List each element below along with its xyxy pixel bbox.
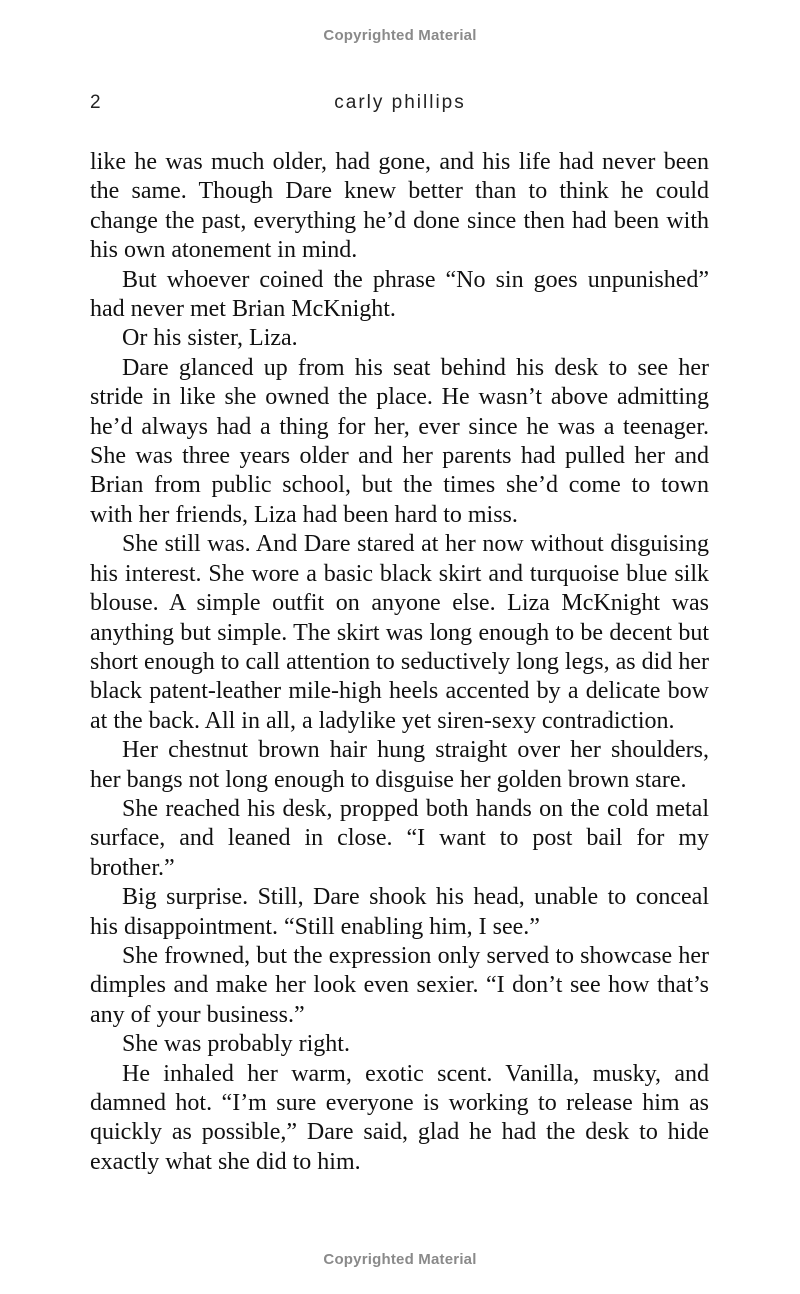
running-head xyxy=(90,92,710,120)
paragraph: She reached his desk, propped both hands on the cold metal surface, and leaned in close. “I want to post bail for my brother.” xyxy=(90,795,709,881)
body-text xyxy=(90,148,709,1177)
page-number: 2 xyxy=(90,92,101,113)
copyright-notice-bottom: Copyrighted Material xyxy=(323,1251,477,1268)
paragraph: Dare glanced up from his seat behind his desk to see her stride in like she owned the place. He wasn’t above admitting he’d always had a thing for her, ever since he was a teenager. She was three years older and her parents had pulled her and Brian from public school, but the times she’d come to town with her friends, Liza had been hard to miss. xyxy=(90,354,709,528)
paragraph: She still was. And Dare stared at her now without disguising his interest. She wore a basic black skirt and turquoise blue silk blouse. A simple outfit on anyone else. Liza McKnight was anything but simple. The skirt was long enough to be decent but short enough to call attention to seductively long legs, as did her black patent-leather mile-high heels accented by a delicate bow at the back. All in all, a ladylike yet siren-sexy contradiction. xyxy=(90,531,709,734)
running-head-author: carly phillips xyxy=(334,92,466,113)
paragraph: Her chestnut brown hair hung straight over her shoulders, her bangs not long enough to disguise her golden brown stare. xyxy=(90,737,709,793)
paragraph: Big surprise. Still, Dare shook his head, unable to conceal his disappointment. “Still enabling him, I see.” xyxy=(90,884,709,940)
copyright-notice-top: Copyrighted Material xyxy=(323,27,477,44)
paragraph: But whoever coined the phrase “No sin goes unpunished” had never met Brian McKnight. xyxy=(90,266,709,323)
paragraph: She frowned, but the expression only served to showcase her dimples and make her look even sexier. “I don’t see how that’s any of your business.” xyxy=(90,942,709,1028)
paragraph: He inhaled her warm, exotic scent. Vanilla, musky, and damned hot. “I’m sure everyone is working to release him as quickly as possible,” Dare said, glad he had the desk to hide exactly what she did to him. xyxy=(90,1060,709,1175)
paragraph: Or his sister, Liza. xyxy=(122,325,298,352)
paragraph: like he was much older, had gone, and his life had never been the same. Though Dare knew better than to think he could change the past, everything he’d done since then had been with his own atonement in mind. xyxy=(90,149,709,264)
paragraph: She was probably right. xyxy=(122,1031,350,1058)
